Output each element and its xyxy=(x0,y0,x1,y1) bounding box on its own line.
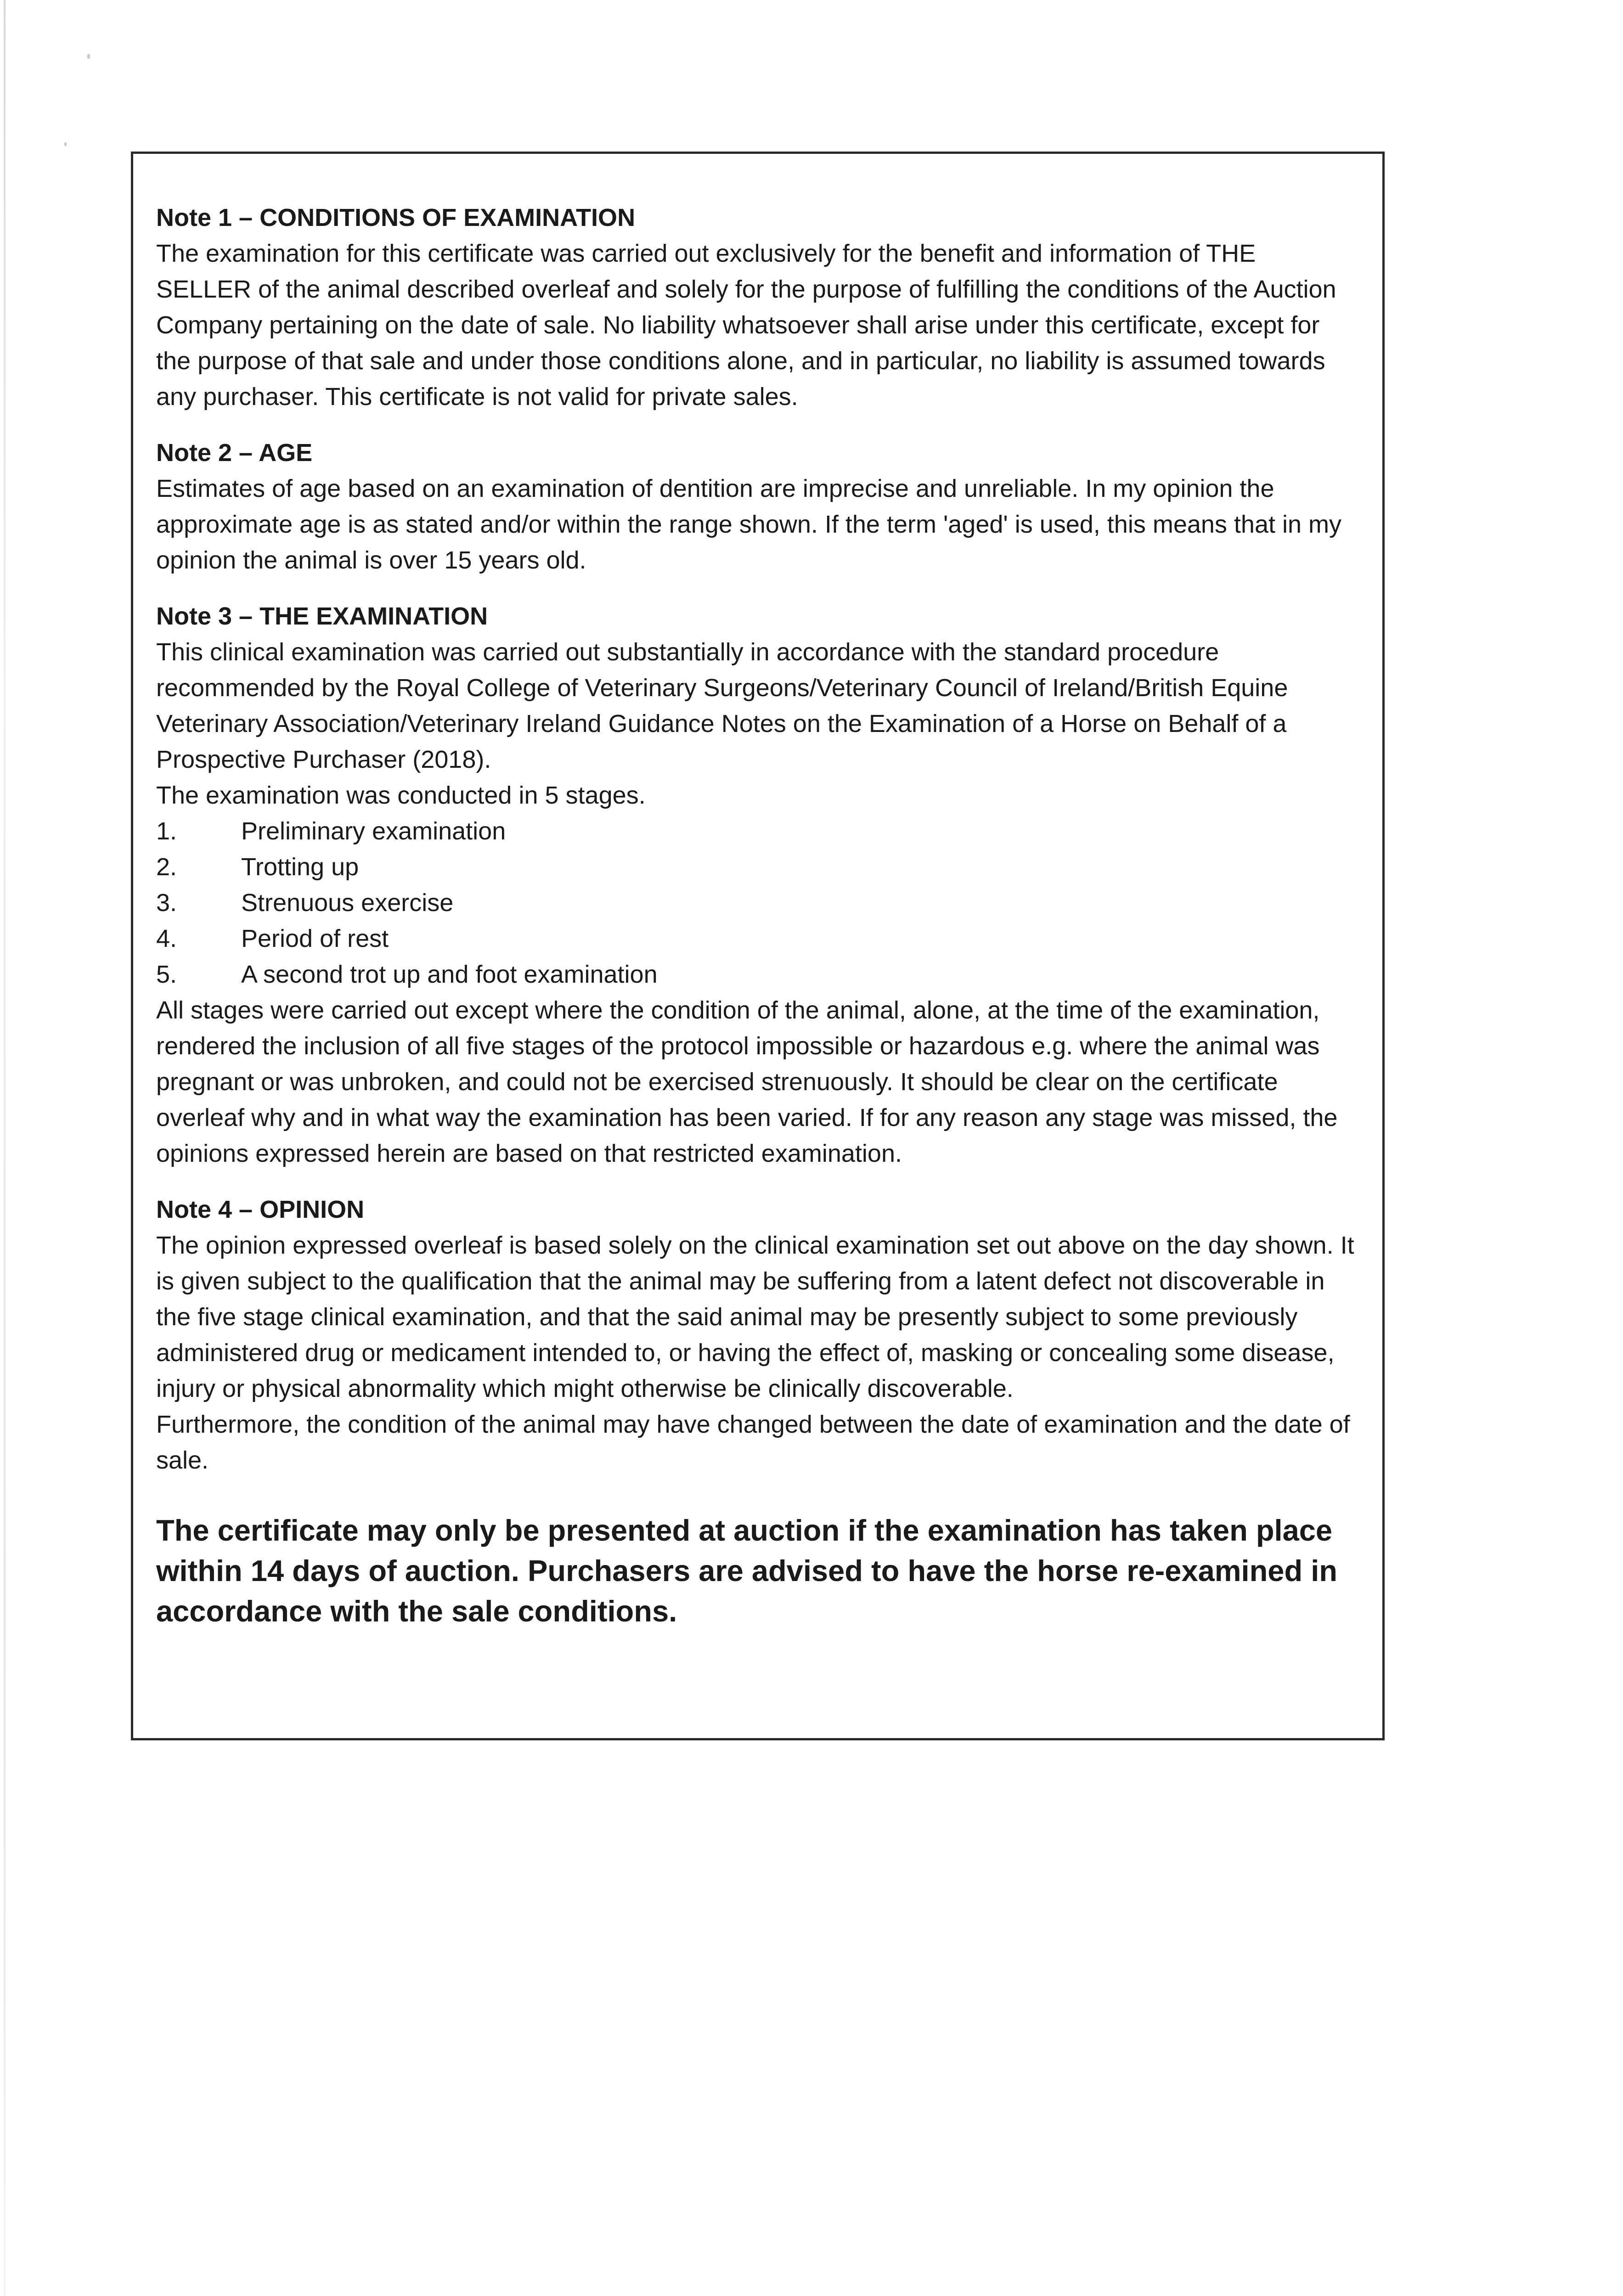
scan-speck xyxy=(64,142,67,146)
list-item xyxy=(156,957,1355,992)
note-heading: Note 2 – AGE xyxy=(156,439,313,467)
stage-label: Period of rest xyxy=(241,925,389,952)
list-item xyxy=(156,885,1355,921)
note-paragraph: The examination for this certificate was carried out exclusively for the benefit and information of THE SELLER of the animal described overleaf and solely for the purpose of fulfilling the conditions of the Auction Company pertaining on the date of sale. No liability whatsoever shall arise under this certificate, except for the purpose of that sale and under those conditions alone, and in particular, no liability is assumed towards any purchaser. This certificate is not valid for private sales. xyxy=(156,240,1336,411)
note-age xyxy=(156,435,1355,578)
note-paragraph: The examination was conducted in 5 stages. xyxy=(156,782,646,809)
note-examination xyxy=(156,598,1355,1171)
stage-number: 1. xyxy=(156,817,177,845)
stage-list xyxy=(156,813,1355,992)
auction-warning: The certificate may only be presented at auction if the examination has taken place within 14 days of auction. Purchasers are advised to have the horse re-examined in accordance with the sale conditions. xyxy=(156,1514,1337,1628)
stage-label: Preliminary examination xyxy=(241,817,506,845)
note-paragraph: This clinical examination was carried out substantially in accordance with the standard procedure recommended by the Royal College of Veterinary Surgeons/Veterinary Council of Ireland/British Equine Veterinary Association/Veterinary Ireland Guidance Notes on the Examination of a Horse on Behalf of a Prospective Purchaser (2018). xyxy=(156,638,1288,773)
stage-number: 4. xyxy=(156,925,177,952)
note-opinion xyxy=(156,1192,1355,1478)
notes-box xyxy=(131,152,1385,1740)
stage-label: Trotting up xyxy=(241,853,359,881)
stage-number: 5. xyxy=(156,961,177,988)
note-heading: Note 4 – OPINION xyxy=(156,1196,365,1223)
note-paragraph: Furthermore, the condition of the animal may have changed between the date of examination and the date of sale. xyxy=(156,1411,1350,1474)
list-item xyxy=(156,813,1355,849)
scan-edge xyxy=(4,0,6,2296)
list-item xyxy=(156,849,1355,885)
note-paragraph: The opinion expressed overleaf is based solely on the clinical examination set out above on the day shown. It is given subject to the qualification that the animal may be suffering from a latent defect not discoverable in the five stage clinical examination, and that the said animal may be presently subject to some previously administered drug or medicament intended to, or having the effect of, masking or concealing some disease, injury or physical abnormality which might otherwise be clinically discoverable. xyxy=(156,1232,1354,1402)
note-conditions xyxy=(156,200,1355,415)
note-paragraph: Estimates of age based on an examination of dentition are imprecise and unreliable. In my opinion the approximate age is as stated and/or within the range shown. If the term 'aged' is used, this means that in my opinion the animal is over 15 years old. xyxy=(156,475,1342,574)
scan-speck xyxy=(87,54,90,59)
stage-number: 3. xyxy=(156,889,177,917)
stage-label: A second trot up and foot examination xyxy=(241,961,658,988)
stage-number: 2. xyxy=(156,853,177,881)
note-heading: Note 1 – CONDITIONS OF EXAMINATION xyxy=(156,204,636,231)
note-paragraph: All stages were carried out except where the condition of the animal, alone, at the time of the examination, rendered the inclusion of all five stages of the protocol impossible or hazardous e.g. where the animal was pregnant or was unbroken, and could not be exercised strenuously. It should be clear on the certificate overleaf why and in what way the examination has been varied. If for any reason any stage was missed, the opinions expressed herein are based on that restricted examination. xyxy=(156,996,1338,1167)
stage-label: Strenuous exercise xyxy=(241,889,454,917)
list-item xyxy=(156,921,1355,957)
note-heading: Note 3 – THE EXAMINATION xyxy=(156,602,488,630)
